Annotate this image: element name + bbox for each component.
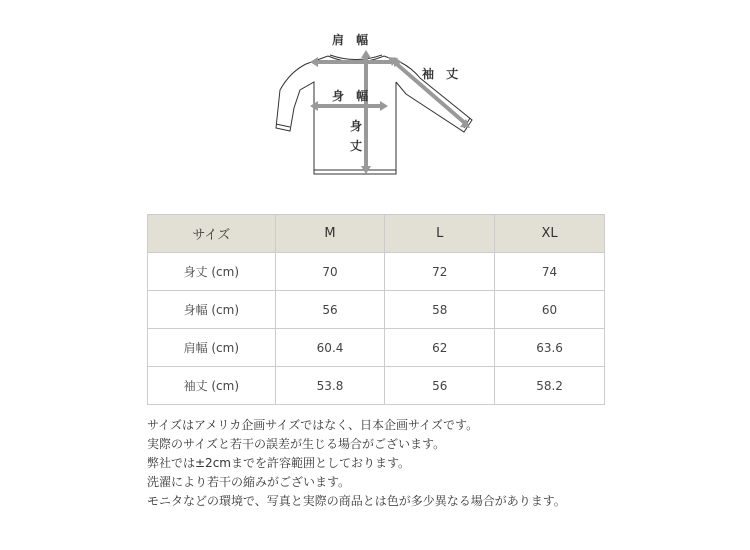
table-cell: 58 [385, 291, 495, 329]
table-cell: 70 [275, 253, 385, 291]
header-size-m: M [275, 215, 385, 253]
note-line: サイズはアメリカ企画サイズではなく、日本企画サイズです。 [147, 418, 479, 432]
note-line: 弊社では±2cmまでを許容範囲としております。 [147, 456, 411, 470]
body-width-label: 身 幅 [332, 89, 373, 103]
sleeve-length-label: 袖 丈 [422, 67, 463, 81]
table-cell: 72 [385, 253, 495, 291]
table-header-row [148, 215, 605, 253]
header-size-l: L [385, 215, 495, 253]
body-length-label-bottom: 丈 [350, 139, 367, 153]
header-size-label: サイズ [148, 215, 276, 253]
table-row [148, 253, 605, 291]
size-chart-table [147, 214, 605, 405]
table-cell: 74 [495, 253, 605, 291]
table-cell: 60.4 [275, 329, 385, 367]
shoulder-width-label: 肩 幅 [332, 33, 373, 47]
row-label-shoulder-width: 肩幅 (cm) [148, 329, 276, 367]
tshirt-measurement-diagram [270, 28, 480, 180]
table-cell: 63.6 [495, 329, 605, 367]
table-row [148, 367, 605, 405]
row-label-body-width: 身幅 (cm) [148, 291, 276, 329]
table-cell: 58.2 [495, 367, 605, 405]
size-notes [147, 416, 566, 511]
tshirt-illustration [270, 28, 480, 180]
table-row [148, 329, 605, 367]
table-row [148, 291, 605, 329]
note-line: 実際のサイズと若干の誤差が生じる場合がございます。 [147, 437, 446, 451]
note-line: モニタなどの環境で、写真と実際の商品とは色が多少異なる場合があります。 [147, 494, 566, 508]
table-cell: 62 [385, 329, 495, 367]
table-cell: 53.8 [275, 367, 385, 405]
body-length-label-top: 身 [350, 119, 367, 133]
note-line: 洗濯により若干の縮みがございます。 [147, 475, 351, 489]
table-cell: 56 [275, 291, 385, 329]
row-label-body-length: 身丈 (cm) [148, 253, 276, 291]
table-cell: 60 [495, 291, 605, 329]
table-cell: 56 [385, 367, 495, 405]
header-size-xl: XL [495, 215, 605, 253]
row-label-sleeve-length: 袖丈 (cm) [148, 367, 276, 405]
